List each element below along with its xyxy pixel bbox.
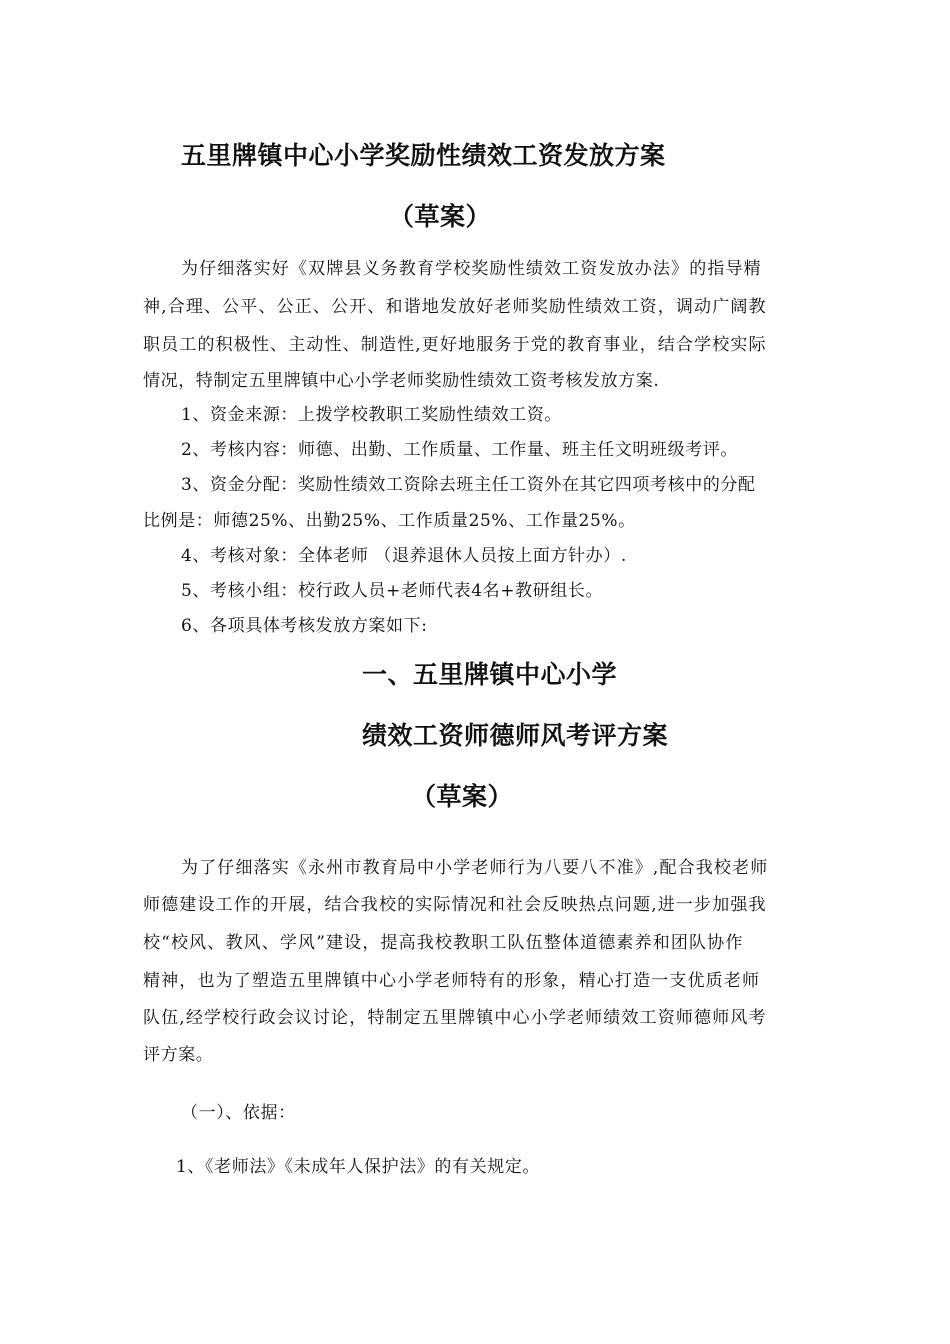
section-intro-line: 校“校风、教风、学风”建设，提高我校教职工队伍整体道德素养和团队协作: [143, 933, 744, 953]
intro-line: 职员工的积极性、主动性、制造性,更好地服务于党的教育事业，结合学校实际: [143, 335, 767, 355]
draft-label: （草案）: [411, 782, 514, 811]
list-item: 比例是：师德25%、出勤25%、工作质量25%、工作量25%。: [143, 511, 636, 531]
section-intro-line: 师德建设工作的开展，结合我校的实际情况和社会反映热点问题,进一步加强我: [143, 895, 767, 915]
intro-line: 神,合理、公平、公正、公开、和谐地发放好老师奖励性绩效工资，调动广阔教: [143, 297, 767, 317]
list-item: 6、各项具体考核发放方案如下:: [181, 616, 428, 636]
list-item: 5、考核小组：校行政人员+老师代表4名+教研组长。: [181, 581, 604, 601]
section-intro-line: 为了仔细落实《永州市教育局中小学老师行为八要八不准》,配合我校老师: [181, 858, 769, 878]
intro-line: 情况，特制定五里牌镇中心小学老师奖励性绩效工资考核发放方案.: [143, 371, 660, 391]
list-item: 1、资金来源：上拨学校教职工奖励性绩效工资。: [181, 405, 563, 425]
list-item: 3、资金分配：奖励性绩效工资除去班主任工资外在其它四项考核中的分配: [181, 475, 756, 495]
section-intro-line: 精神，也为了塑造五里牌镇中心小学老师特有的形象，精心打造一支优质老师: [143, 971, 761, 991]
section-subtitle: 绩效工资师德师风考评方案: [362, 721, 669, 750]
basis-heading: （一）、依据：: [181, 1103, 296, 1123]
main-title: 五里牌镇中心小学奖励性绩效工资发放方案: [181, 141, 666, 170]
section-title: 一、五里牌镇中心小学: [362, 660, 618, 689]
basis-item: 1、《老师法》《未成年人保护法》的有关规定。: [176, 1157, 541, 1177]
draft-label: （草案）: [389, 202, 492, 231]
list-item: 2、考核内容：师德、出勤、工作质量、工作量、班主任文明班级考评。: [181, 440, 739, 460]
list-item: 4、考核对象：全体老师 （退养退休人员按上面方针办）.: [181, 546, 627, 566]
intro-line: 为仔细落实好《双牌县义务教育学校奖励性绩效工资发放办法》的指导精: [181, 259, 762, 279]
section-intro-line: 队伍,经学校行政会议讨论，特制定五里牌镇中心小学老师绩效工资师德师风考: [143, 1008, 767, 1028]
section-intro-line: 评方案。: [143, 1045, 214, 1065]
